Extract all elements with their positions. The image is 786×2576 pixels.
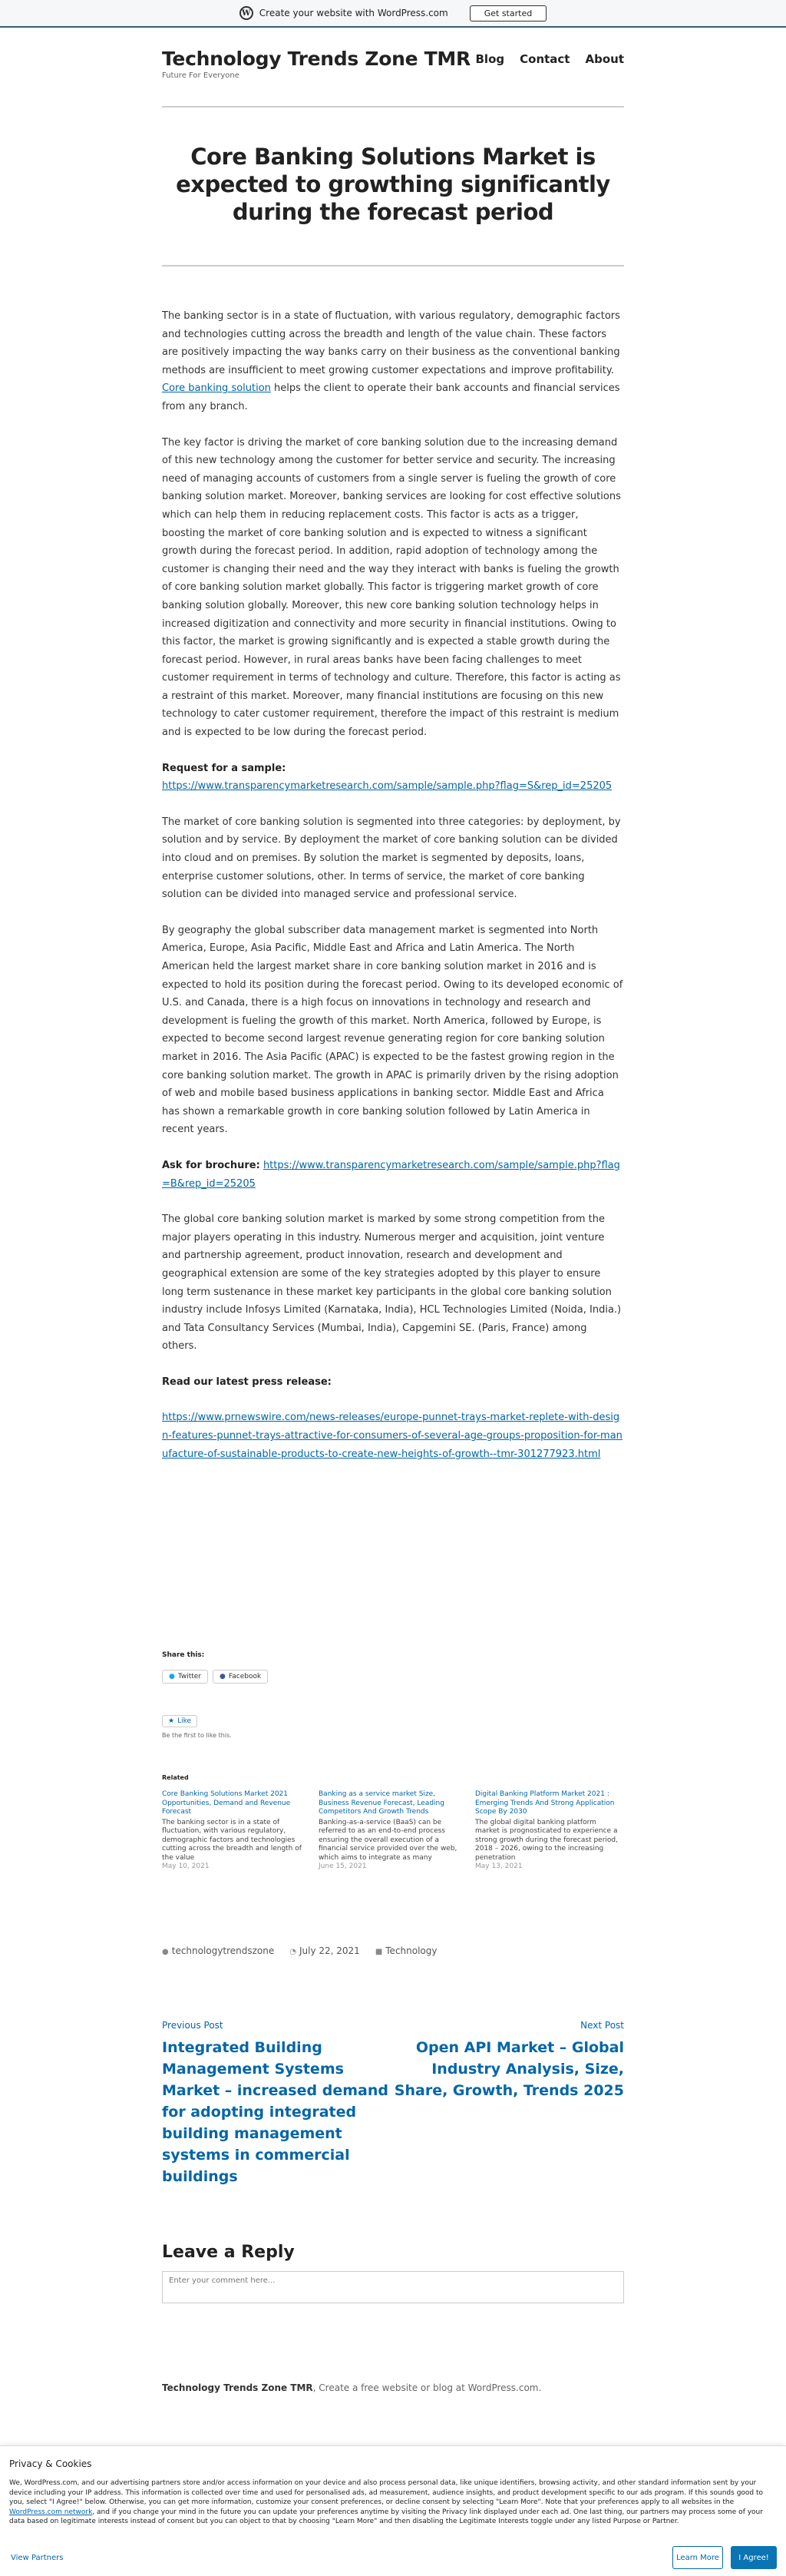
like-button[interactable] xyxy=(162,1715,197,1727)
like-section xyxy=(162,1711,232,1739)
related-grid xyxy=(162,1790,624,1872)
core-banking-solution-link[interactable]: Core banking solution xyxy=(162,382,271,395)
share-twitter-label: Twitter xyxy=(177,1673,202,1680)
related-item-excerpt: The banking sector is in a state of fluctuation, with various regulatory, demographic factors and technologies cutting across the breadth and length of the value xyxy=(162,1818,302,1862)
wordpress-promo-bar xyxy=(0,0,786,28)
next-post-title[interactable]: Open API Market – Global Industry Analysis, Size, Share, Growth, Trends 2025 xyxy=(394,2039,624,2099)
wordpress-logo-icon: W xyxy=(239,6,253,20)
related-item-excerpt: Banking-as-a-service (BaaS) can be referred to as an end-to-end process ensuring the overall execution of a financial service provided over the web, which aims to integrate as many xyxy=(319,1818,457,1862)
previous-post[interactable] xyxy=(162,2020,392,2187)
facebook-icon: ● xyxy=(220,1673,226,1680)
release-label-para xyxy=(162,1373,624,1392)
promo-text: Create your website with WordPress.com xyxy=(259,8,448,18)
reply-section xyxy=(162,2243,624,2303)
site-title[interactable]: Technology Trends Zone TMR xyxy=(162,48,471,70)
related-item-title[interactable]: Digital Banking Platform Market 2021 : Emerging Trends And Strong Application Scope By 2030 xyxy=(475,1790,615,1816)
sample-link[interactable]: https://www.transparencymarketresearch.com/sample/sample.php?flag=S&rep_id=25205 xyxy=(162,780,613,793)
sample-label: Request for a sample: xyxy=(162,762,286,774)
post-author[interactable] xyxy=(162,1945,274,1956)
related-item xyxy=(162,1790,308,1872)
share-section xyxy=(162,1651,624,1684)
promo-left xyxy=(239,6,448,20)
footer-site-link[interactable]: Technology Trends Zone TMR xyxy=(162,2382,313,2393)
paragraph-geography: By geography the global subscriber data management market is segmented into North America, Europe, Asia Pacific, Middle East and Africa and Latin America. The North American held the largest market share in core banking solution market in 2016 and is expected to hold its position during the forecast period. Owing to its developed economic of U.S. and Canada, there is a high focus on innovations in technology and research and development is fueling the growth of this market. North America, followed by Europe, is expected to become second largest revenue generating region for core banking solution market in 2016. The Asia Pacific (APAC) is expected to be the fastest growing region in the core banking solution market. The growth in APAC is primarily driven by the rising adoption of web and mobile based business applications in banking sector. Middle East and Africa has shown a remarkable growth in core banking solution followed by Latin America in recent years. xyxy=(162,924,623,1136)
brochure-link[interactable]: https://www.transparencymarketresearch.com/sample/sample.php?flag=B&rep_id=25205 xyxy=(162,1159,620,1190)
like-first-text: Be the first to like this. xyxy=(162,1732,232,1739)
share-facebook-label: Facebook xyxy=(228,1673,262,1680)
learn-more-button[interactable]: Learn More xyxy=(672,2546,723,2569)
related-posts xyxy=(162,1774,624,1872)
release-link-para xyxy=(162,1409,624,1463)
related-item-date: May 13, 2021 xyxy=(475,1862,523,1870)
view-partners-link[interactable]: View Partners xyxy=(11,2554,64,2562)
paragraph-competition: The global core banking solution market is marked by some strong competition from the major players operating in this industry. Numerous merger and acquisition, joint venture and partnership agreement, product innovation, research and development and geographical extension are some of the key strategies adopted by this player to ensure long term sustenance in these market key participants in the global core banking solution industry include Infosys Limited (Karnataka, India), HCL Technologies Limited (Noida, India.) and Tata Consultancy Services (Mumbai, India), Capgemini SE. (Paris, France) among others. xyxy=(162,1214,622,1353)
post-meta xyxy=(162,1945,437,1956)
get-started-button[interactable]: Get started xyxy=(470,5,547,22)
next-post-label: Next Post xyxy=(580,2020,624,2031)
cookie-title: Privacy & Cookies xyxy=(9,2458,92,2469)
press-release-link[interactable]: https://www.prnewswire.com/news-releases/europe-punnet-trays-market-replete-with-design-features-punnet-trays-attractive-for-consumers-of-several-age-groups-proposition-for-manufacture-of-sustainable-products-to-create-new-heights-of-growth--tmr-301277923.html xyxy=(162,1412,623,1460)
paragraph-segmentation: The market of core banking solution is segmented into three categories: by deployment, by solution and by service. By deployment the market of core banking solution can be divided into cloud and on premises. By solution the market is segmented by deposits, loans, enterprise customer solutions, other. In terms of service, the market of core banking solution can be divided into managed service and professional service. xyxy=(162,816,621,901)
site-tagline: Future For Everyone xyxy=(162,71,239,80)
cookie-banner xyxy=(0,2445,786,2576)
share-buttons xyxy=(162,1670,624,1684)
post-author-name[interactable]: technologytrendszone xyxy=(171,1945,275,1956)
previous-post-title[interactable]: Integrated Building Management Systems Market – increased demand for adopting integrated building management systems in commercial buildings xyxy=(162,2039,388,2185)
agree-button[interactable]: I Agree! xyxy=(731,2546,777,2569)
paragraph-drivers: The key factor is driving the market of core banking solution due to the increasing demand of this new technology among the customer for better service and security. The increasing need of managing accounts of customers from a single server is fueling the growth of core banking solution market. Moreover, banking services are looking for cost effective solutions which can help them in reducing replacement costs. This factor is acts as a trigger, boosting the market of core banking solution and is expected to witness a significant growth during the forecast period. In addition, rapid adoption of technology among the customer is changing their need and the way they interact with banks is fueling the growth of core banking solution market globally. This factor is triggering market growth of core banking solution globally. Moreover, this new core banking solution technology helps in increased digitization and connectivity and more security in financial institutions. Owing to this factor, the market is growing significantly and is expected a stable growth during the forecast period. However, in rural areas banks have been facing challenges to meet customer requirement in terms of technology and culture. Therefore, this factor is acting as a restraint of this market. Moreover, many financial institutions are focusing on this new technology to cater customer requirement, therefore the impact of this restraint is medium and is expected to be low during the forecast period. xyxy=(162,436,621,739)
title-divider xyxy=(162,265,624,267)
brochure-request xyxy=(162,1157,624,1193)
site-header xyxy=(162,48,624,108)
wordpress-network-link[interactable]: WordPress.com network xyxy=(9,2508,93,2516)
twitter-icon: ● xyxy=(169,1673,175,1680)
post-title: Core Banking Solutions Market is expected to growthing significantly during the forecast period xyxy=(176,144,610,225)
paragraph-intro-text-b: helps the client to operate their bank accounts and financial services from any branch. xyxy=(162,382,620,412)
comment-input[interactable]: Enter your comment here... xyxy=(162,2271,624,2303)
related-label: Related xyxy=(162,1774,189,1781)
share-twitter-button[interactable] xyxy=(162,1670,208,1684)
share-label: Share this: xyxy=(162,1651,205,1659)
reply-heading: Leave a Reply xyxy=(162,2243,295,2262)
folder-icon: ■ xyxy=(375,1948,383,1956)
brochure-label: Ask for brochure: xyxy=(162,1159,260,1171)
related-item-date: May 10, 2021 xyxy=(162,1862,210,1870)
related-item-title[interactable]: Banking as a service market Size, Business Revenue Forecast, Leading Competitors And Growth Trends xyxy=(319,1790,444,1816)
related-item-date: June 15, 2021 xyxy=(319,1862,367,1870)
paragraph-intro xyxy=(162,307,624,416)
sample-request xyxy=(162,760,624,796)
share-facebook-button[interactable] xyxy=(213,1670,268,1684)
nav-item-blog[interactable]: Blog xyxy=(475,52,505,66)
post-category[interactable] xyxy=(375,1945,438,1956)
nav-item-contact[interactable]: Contact xyxy=(520,52,570,66)
related-item xyxy=(475,1790,621,1872)
nav-item-about[interactable]: About xyxy=(585,52,624,66)
related-item-title[interactable]: Core Banking Solutions Market 2021 Opportunities, Demand and Revenue Forecast xyxy=(162,1790,291,1816)
like-label: Like xyxy=(177,1717,192,1725)
cookie-text xyxy=(9,2478,777,2527)
release-label: Read our latest press release: xyxy=(162,1376,332,1388)
star-icon: ★ xyxy=(168,1717,175,1725)
cookie-text-b: , and if you change your mind in the future you can update your preferences anytime by visiting the Privacy link displayed under each ad. One last thing, our partners may process some of your data based on legitimate interests instead of consent but you can object to that by choosing "Learn More" and then disabling the Legitimate Interests toggle under any listed Purpose or Partner. xyxy=(9,2508,763,2525)
cookie-text-a: We, WordPress.com, and our advertising partners store and/or access information on your device and also process personal data, like unique identifiers, browsing activity, and other standard information sent by your device including your IP address. This information is collected over time and used for personalised ads, ad measurement, audience insights, and product development specific to our ads program. If this sounds good to you, select "I Agree!" below. Otherwise, you can get more information, customize your consent preferences, or decline consent by selecting "Learn More". Note that your preferences apply to all websites in the xyxy=(9,2479,764,2506)
site-footer xyxy=(162,2382,541,2393)
previous-post-label: Previous Post xyxy=(162,2020,223,2031)
related-item-excerpt: The global digital banking platform market is prognosticated to experience a strong growth during the forecast period, 2018 – 2026, owing to the increasing penetration xyxy=(475,1818,618,1862)
user-icon: ● xyxy=(162,1948,169,1956)
related-item xyxy=(319,1790,464,1872)
post-date[interactable] xyxy=(289,1945,360,1956)
clock-icon: ◔ xyxy=(289,1948,296,1956)
paragraph-intro-text-a: The banking sector is in a state of fluctuation, with various regulatory, demographic factors and technologies cutting across the breadth and length of the value chain. These factors are positively impacting the way banks carry on their business as the conventional banking methods are insufficient to meet growing customer expectations and improve profitability. xyxy=(162,310,620,376)
post-date-text[interactable]: July 22, 2021 xyxy=(299,1945,360,1956)
footer-text: , Create a free website or blog at WordPress.com. xyxy=(312,2382,542,2393)
next-post[interactable] xyxy=(394,2020,624,2101)
post-content xyxy=(162,307,624,1481)
main-nav xyxy=(476,52,625,66)
post-category-text[interactable]: Technology xyxy=(385,1945,438,1956)
